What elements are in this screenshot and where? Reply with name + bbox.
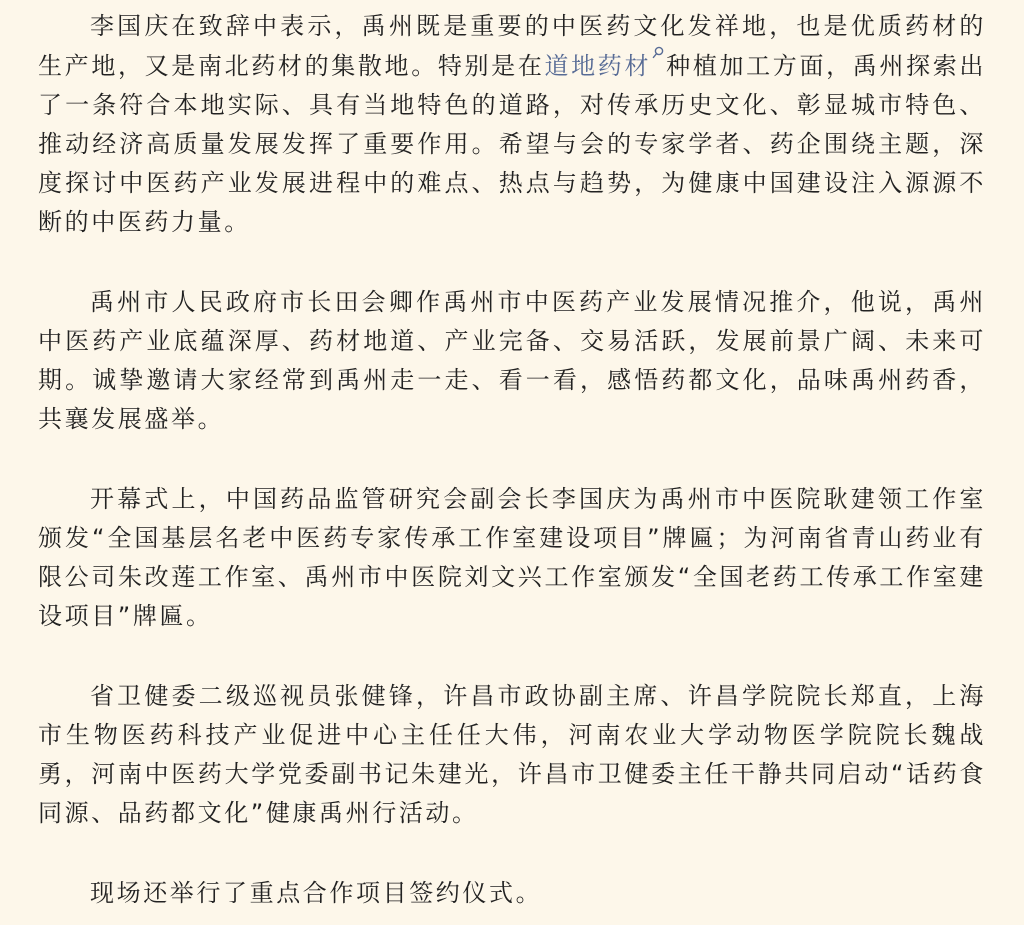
keyword-link[interactable] (544, 52, 666, 80)
paragraph-2: 禹州市人民政府市长田会卿作禹州市中医药产业发展情况推介，他说，禹州中医药产业底蕴深厚、药材地道、产业完备、交易活跃，发展前景广阔、未来可期。诚挚邀请大家经常到禹州走一走、看一看，感悟药都文化，品味禹州药香，共襄发展盛举。 (38, 288, 986, 433)
paragraph-4: 省卫健委二级巡视员张健锋，许昌市政协副主席、许昌学院院长郑直，上海市生物医药科技产业促进中心主任任大伟，河南农业大学动物医学院院长魏战勇，河南中医药大学党委副书记朱建光，许昌市卫健委主任干静共同启动“话药食同源、品药都文化”健康禹州行活动。 (38, 682, 986, 827)
search-icon[interactable] (652, 46, 664, 60)
paragraph-1-text-after: 种植加工方面，禹州探索出了一条符合本地实际、具有当地特色的道路，对传承历史文化、彰显城市特色、推动经济高质量发展发挥了重要作用。希望与会的专家学者、药企围绕主题，深度探讨中医药产业发展进程中的难点、热点与趋势，为健康中国建设注入源源不断的中医药力量。 (38, 52, 987, 236)
paragraph-1 (38, 0, 986, 242)
keyword-link-text[interactable]: 道地药材 (544, 52, 652, 80)
paragraph-1-text-before: 李国庆在致辞中表示，禹州既是重要的中医药文化发祥地，也是优质药材的生产地，又是南北药材的集散地。特别是在 (38, 12, 986, 80)
paragraph-5: 现场还举行了重点合作项目签约仪式。 (90, 879, 543, 907)
paragraph-3: 开幕式上，中国药品监管研究会副会长李国庆为禹州市中医院耿建领工作室颁发“全国基层名老中医药专家传承工作室建设项目”牌匾；为河南省青山药业有限公司朱改莲工作室、禹州市中医院刘文兴工作室颁发“全国老药工传承工作室建设项目”牌匾。 (38, 485, 986, 630)
